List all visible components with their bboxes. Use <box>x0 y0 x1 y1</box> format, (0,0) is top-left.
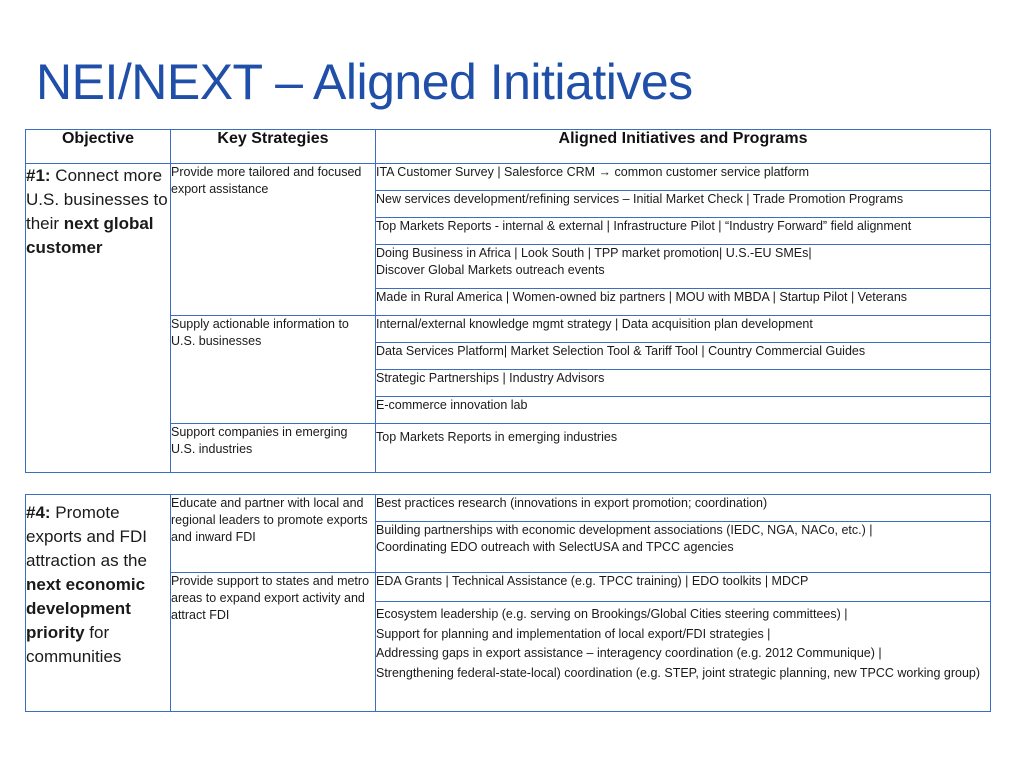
initiative-cell: ITA Customer Survey | Salesforce CRM → common customer service platform <box>376 164 991 191</box>
strategy-cell: Provide more tailored and focused export assistance <box>171 164 376 316</box>
strategy-cell: Support companies in emerging U.S. industries <box>171 424 376 473</box>
initiative-cell: New services development/refining services – Initial Market Check | Trade Promotion Programs <box>376 191 991 218</box>
objective-1-table <box>25 129 991 473</box>
initiative-cell <box>376 522 991 573</box>
initiative-cell: Made in Rural America | Women-owned biz partners | MOU with MBDA | Startup Pilot | Veterans <box>376 289 991 316</box>
objective-1-bold: next global customer <box>26 214 154 257</box>
objective-4-text-end: for communities <box>26 623 122 666</box>
initiative-line: Ecosystem leadership (e.g. serving on Brookings/Global Cities steering committees) | <box>376 607 848 621</box>
header-aligned-initiatives: Aligned Initiatives and Programs <box>376 130 991 164</box>
header-key-strategies: Key Strategies <box>171 130 376 164</box>
objective-4-text: Promote exports and FDI attraction as the <box>26 503 147 570</box>
initiative-cell: EDA Grants | Technical Assistance (e.g. TPCC training) | EDO toolkits | MDCP <box>376 573 991 602</box>
table-row <box>26 573 991 602</box>
header-objective: Objective <box>26 130 171 164</box>
table-row <box>26 164 991 191</box>
strategy-cell: Provide support to states and metro areas to expand export activity and attract FDI <box>171 573 376 712</box>
initiative-cell: Top Markets Reports - internal & external | Infrastructure Pilot | “Industry Forward” field alignment <box>376 218 991 245</box>
objective-1-text: Connect more U.S. businesses to their <box>26 166 168 233</box>
table-row <box>26 424 991 473</box>
initiative-cell: Internal/external knowledge mgmt strategy | Data acquisition plan development <box>376 316 991 343</box>
objective-4-bold: next economic development priority <box>26 575 146 642</box>
objective-4-number: #4: <box>26 503 51 522</box>
objective-4-cell <box>26 495 171 712</box>
initiative-cell: Data Services Platform| Market Selection Tool & Tariff Tool | Country Commercial Guides <box>376 343 991 370</box>
strategy-cell: Educate and partner with local and regional leaders to promote exports and inward FDI <box>171 495 376 573</box>
table-row <box>26 495 991 522</box>
header-row <box>26 130 991 164</box>
objective-1-cell <box>26 164 171 473</box>
table-row <box>26 316 991 343</box>
initiative-line: Strengthening federal-state-local) coordination (e.g. STEP, joint strategic planning, new TPCC working group) <box>376 665 981 680</box>
initiative-line: Coordinating EDO outreach with SelectUSA and TPCC agencies <box>376 540 734 554</box>
initiative-line: Discover Global Markets outreach events <box>376 263 605 277</box>
initiative-line: Addressing gaps in export assistance – interagency coordination (e.g. 2012 Communique) | <box>376 646 882 660</box>
initiative-line: Support for planning and implementation of local export/FDI strategies | <box>376 626 771 641</box>
initiative-cell: Best practices research (innovations in export promotion; coordination) <box>376 495 991 522</box>
page-title: NEI/NEXT – Aligned Initiatives <box>36 54 693 110</box>
initiative-cell: Strategic Partnerships | Industry Advisors <box>376 370 991 397</box>
objective-4-table <box>25 494 991 712</box>
initiative-cell <box>376 245 991 289</box>
objective-1-number: #1: <box>26 166 51 185</box>
initiative-line: Building partnerships with economic development associations (IEDC, NGA, NACo, etc.) | <box>376 523 873 537</box>
initiative-cell: Top Markets Reports in emerging industries <box>376 424 991 473</box>
initiative-cell <box>376 602 991 712</box>
initiative-cell: E-commerce innovation lab <box>376 397 991 424</box>
initiative-line: Doing Business in Africa | Look South | TPP market promotion| U.S.-EU SMEs| <box>376 246 812 260</box>
strategy-cell: Supply actionable information to U.S. businesses <box>171 316 376 424</box>
